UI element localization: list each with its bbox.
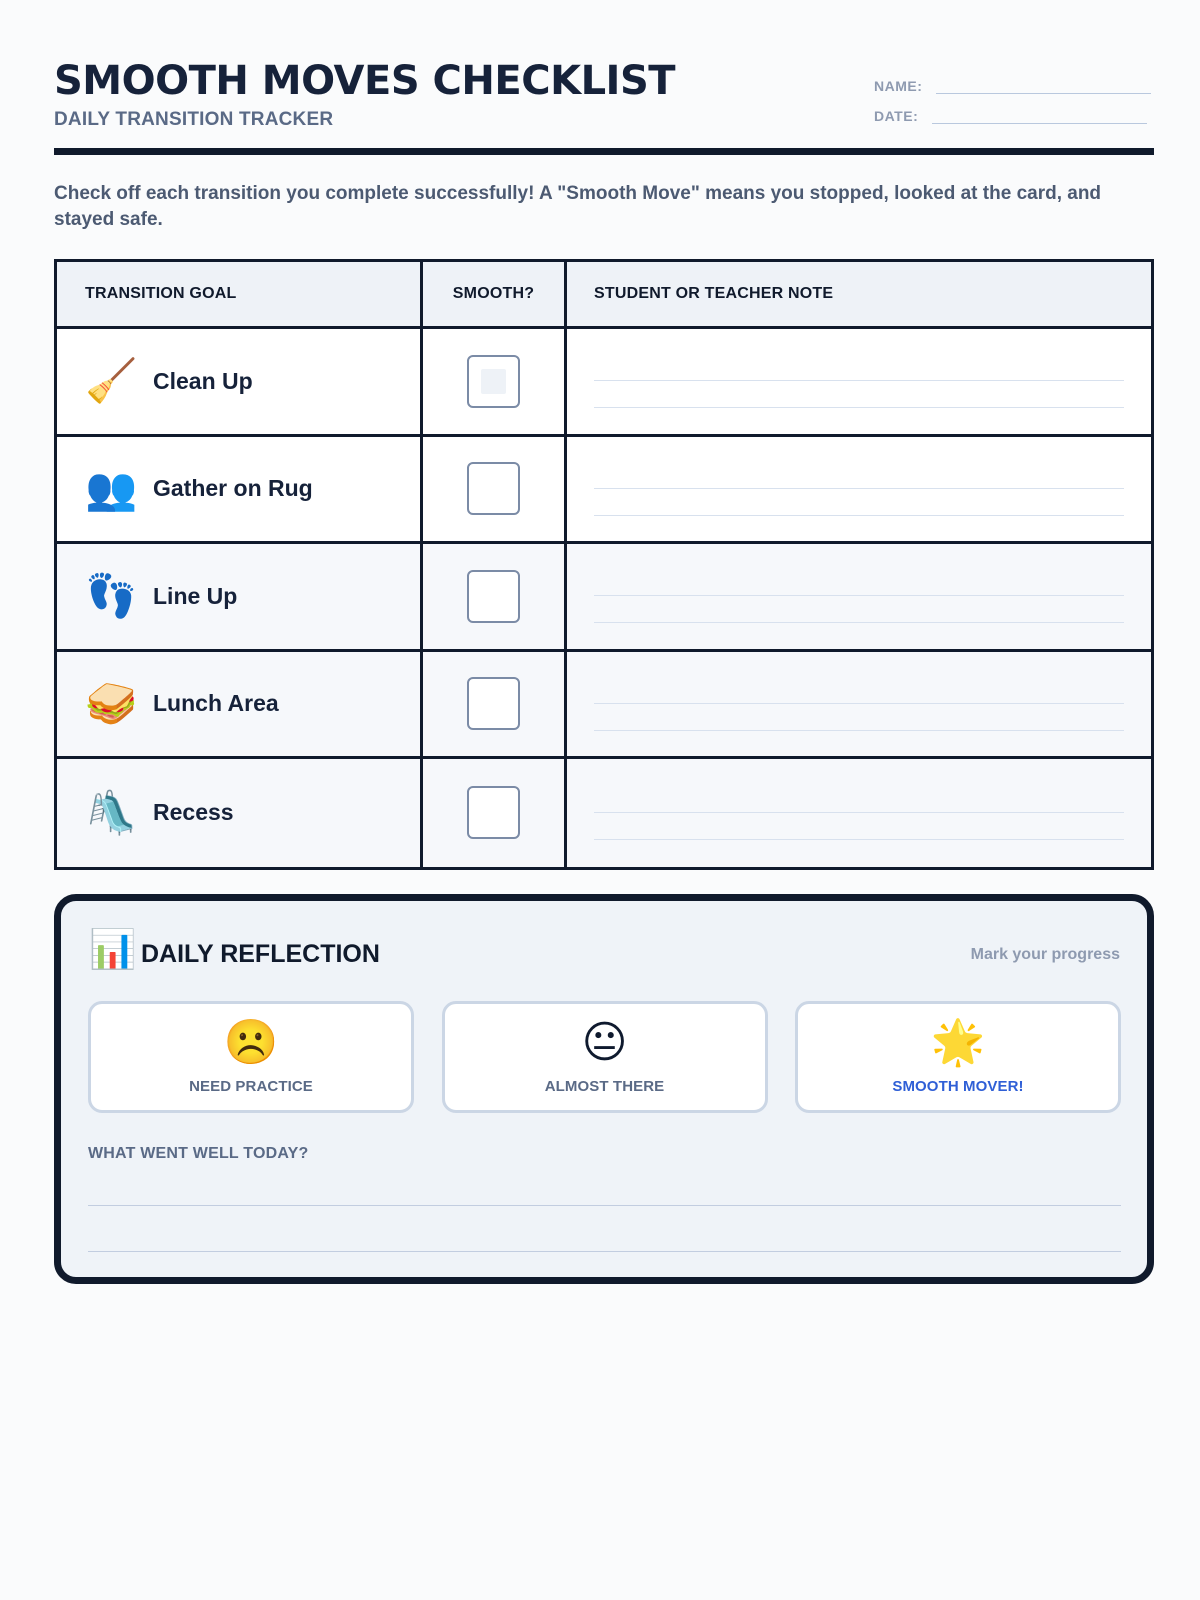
daily-reflection-panel <box>54 894 1154 1284</box>
reflection-hint: Mark your progress <box>970 946 1120 963</box>
sandwich-icon: 🥪 <box>85 679 138 727</box>
note-field[interactable] <box>594 786 1124 840</box>
bar-chart-icon: 📊 <box>89 929 137 971</box>
smooth-checkbox[interactable] <box>467 786 520 839</box>
column-header-smooth: SMOOTH? <box>452 285 535 302</box>
name-field <box>874 78 1151 94</box>
option-smooth-mover[interactable] <box>795 1001 1121 1113</box>
smooth-checkbox[interactable] <box>467 462 520 515</box>
page-subtitle: DAILY TRANSITION TRACKER <box>54 109 334 130</box>
header <box>54 0 1154 156</box>
note-field[interactable] <box>594 677 1124 731</box>
note-field[interactable] <box>594 462 1124 516</box>
frowning-face-icon: ☹️ <box>223 1018 279 1067</box>
date-label: DATE: <box>874 108 919 124</box>
date-field <box>874 108 1147 124</box>
table-row-recess <box>57 759 1151 867</box>
option-label: ALMOST THERE <box>544 1078 665 1095</box>
smooth-checkbox[interactable] <box>467 677 520 730</box>
goal-label: Gather on Rug <box>153 475 313 502</box>
goal-label: Lunch Area <box>153 690 279 717</box>
name-label: NAME: <box>874 78 923 94</box>
table-header-row <box>57 262 1151 329</box>
option-need-practice[interactable] <box>88 1001 414 1113</box>
column-header-goal: TRANSITION GOAL <box>85 285 237 302</box>
reflection-title: DAILY REFLECTION <box>141 940 380 968</box>
header-divider <box>54 148 1154 155</box>
star-icon: 🌟 <box>930 1018 986 1067</box>
column-header-note: STUDENT OR TEACHER NOTE <box>594 285 834 302</box>
option-label: SMOOTH MOVER! <box>892 1078 1024 1095</box>
smooth-checkbox[interactable] <box>467 570 520 623</box>
table-row-lunch-area <box>57 652 1151 760</box>
note-field[interactable] <box>594 354 1124 408</box>
slide-icon: 🛝 <box>85 788 138 836</box>
name-input-line[interactable] <box>936 78 1151 94</box>
date-input-line[interactable] <box>932 108 1147 124</box>
footprints-icon: 👣 <box>85 572 138 620</box>
reflection-question: WHAT WENT WELL TODAY? <box>88 1145 309 1162</box>
option-almost-there[interactable] <box>442 1001 768 1113</box>
instructions-text: Check off each transition you complete successfully! A "Smooth Move" means you stopped, looked at the card, and stayed safe. <box>54 183 1102 230</box>
smooth-checkbox[interactable] <box>467 355 520 408</box>
goal-label: Clean Up <box>153 367 253 394</box>
broom-icon: 🧹 <box>85 357 138 405</box>
answer-line[interactable] <box>88 1205 1121 1206</box>
checklist-sheet <box>54 0 1154 1162</box>
goal-label: Line Up <box>153 582 238 609</box>
answer-line[interactable] <box>88 1251 1121 1252</box>
option-label: NEED PRACTICE <box>189 1078 313 1095</box>
table-row-gather-on-rug <box>57 437 1151 545</box>
people-icon: 👥 <box>85 464 138 512</box>
transition-table <box>54 259 1154 870</box>
table-row-line-up <box>57 544 1151 652</box>
goal-label: Recess <box>153 799 234 826</box>
page-title: SMOOTH MOVES CHECKLIST <box>54 58 676 104</box>
note-field[interactable] <box>594 569 1124 623</box>
table-row-clean-up <box>57 329 1151 437</box>
progress-options <box>88 1001 1121 1113</box>
neutral-face-icon: 😐 <box>581 1018 628 1067</box>
